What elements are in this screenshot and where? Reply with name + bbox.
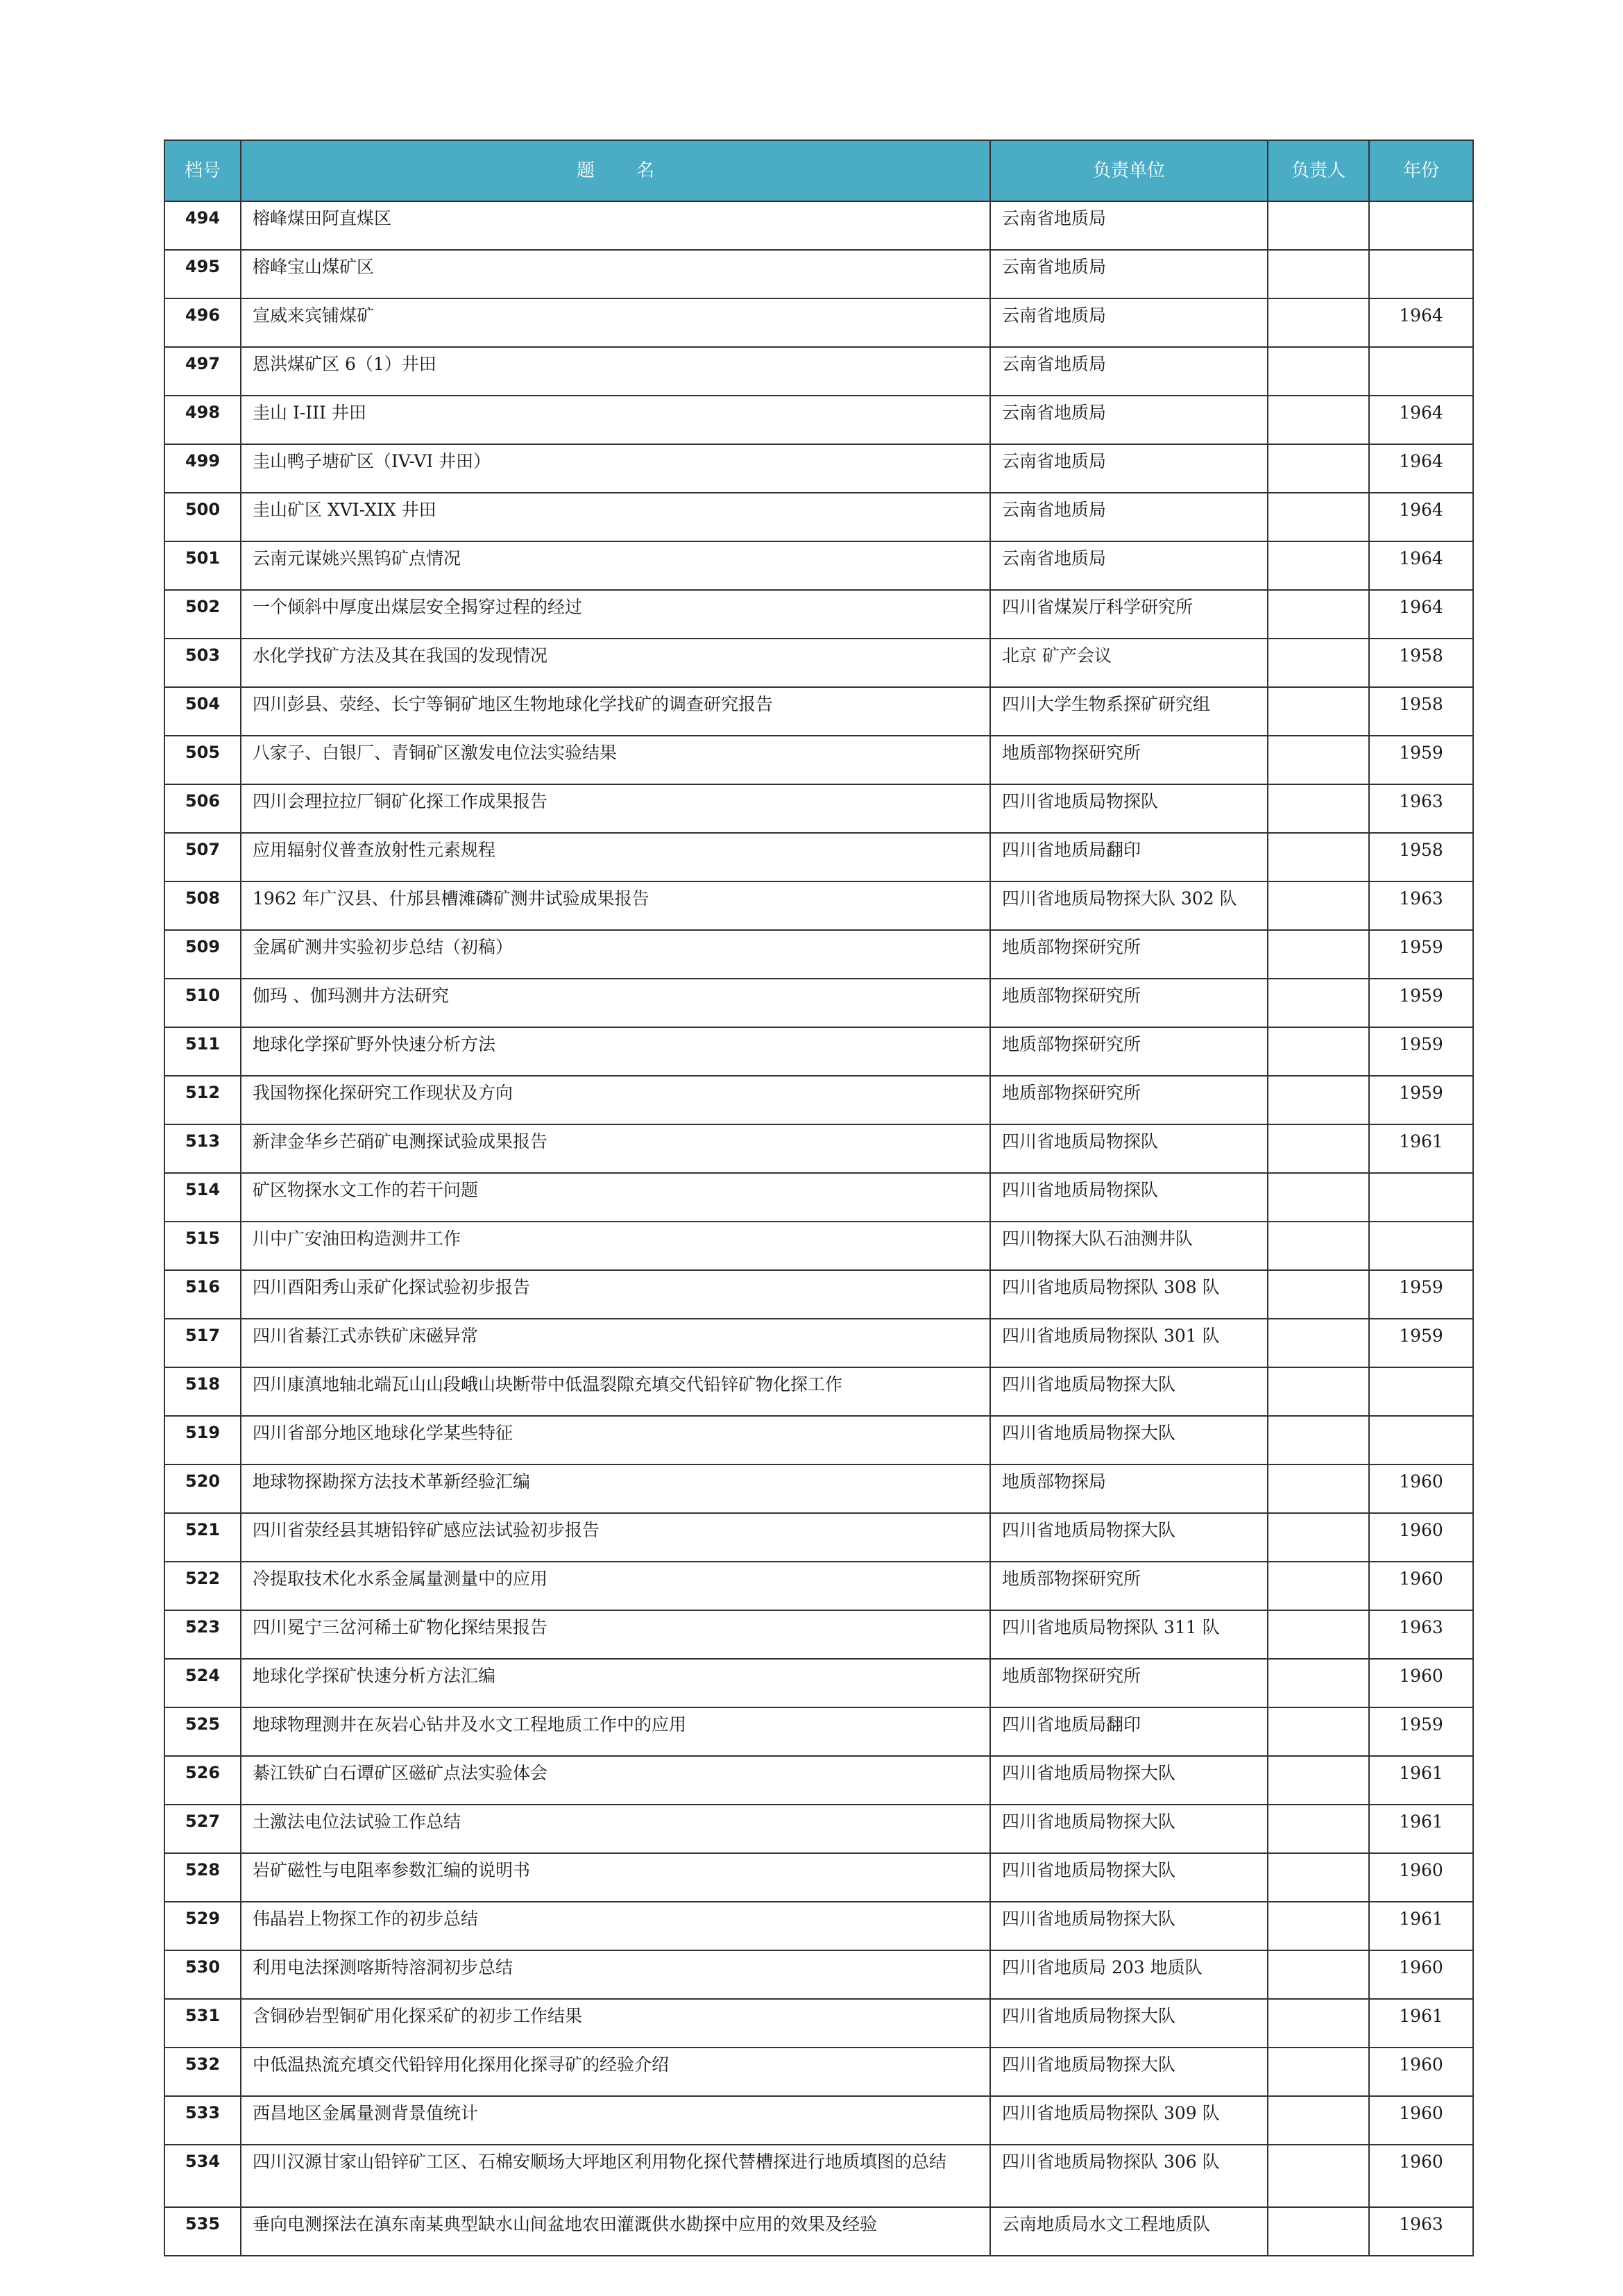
cell-person — [1268, 881, 1369, 930]
cell-id: 510 — [164, 979, 241, 1027]
cell-unit: 地质部物探研究所 — [990, 930, 1268, 979]
cell-unit: 地质部物探局 — [990, 1464, 1268, 1513]
cell-id: 512 — [164, 1076, 241, 1124]
cell-id: 527 — [164, 1805, 241, 1853]
cell-id: 528 — [164, 1853, 241, 1902]
table-row — [164, 1513, 1473, 1562]
cell-id: 508 — [164, 881, 241, 930]
cell-year: 1961 — [1369, 1999, 1473, 2048]
cell-title: 含铜砂岩型铜矿用化探采矿的初步工作结果 — [241, 1999, 990, 2048]
cell-unit: 四川省地质局物探大队 — [990, 2048, 1268, 2096]
table-row — [164, 784, 1473, 833]
cell-id: 511 — [164, 1027, 241, 1076]
cell-unit: 地质部物探研究所 — [990, 1659, 1268, 1707]
cell-year: 1959 — [1369, 979, 1473, 1027]
cell-title: 地球物探勘探方法技术革新经验汇编 — [241, 1464, 990, 1513]
table-row — [164, 1999, 1473, 2048]
cell-year: 1959 — [1369, 1707, 1473, 1756]
table-row — [164, 881, 1473, 930]
cell-title: 四川冕宁三岔河稀土矿物化探结果报告 — [241, 1610, 990, 1659]
cell-title: 圭山矿区 XVI-XIX 井田 — [241, 493, 990, 541]
cell-title: 榕峰宝山煤矿区 — [241, 250, 990, 298]
cell-title: 地球化学探矿快速分析方法汇编 — [241, 1659, 990, 1707]
cell-year: 1961 — [1369, 1124, 1473, 1173]
cell-title: 四川康滇地轴北端瓦山山段峨山块断带中低温裂隙充填交代铅锌矿物化探工作 — [241, 1367, 990, 1416]
cell-person — [1268, 1173, 1369, 1222]
cell-unit: 云南省地质局 — [990, 444, 1268, 493]
table-row — [164, 979, 1473, 1027]
cell-id: 503 — [164, 639, 241, 687]
cell-id: 518 — [164, 1367, 241, 1416]
cell-title: 四川省綦江式赤铁矿床磁异常 — [241, 1319, 990, 1367]
cell-title: 冷提取技术化水系金属量测量中的应用 — [241, 1562, 990, 1610]
header-year: 年份 — [1369, 140, 1473, 201]
cell-year: 1959 — [1369, 930, 1473, 979]
table-row — [164, 396, 1473, 444]
cell-title: 岩矿磁性与电阻率参数汇编的说明书 — [241, 1853, 990, 1902]
table-row — [164, 687, 1473, 736]
cell-id: 520 — [164, 1464, 241, 1513]
table-row — [164, 930, 1473, 979]
cell-year: 1960 — [1369, 2048, 1473, 2096]
cell-unit: 云南省地质局 — [990, 347, 1268, 396]
cell-year: 1958 — [1369, 833, 1473, 881]
cell-title: 云南元谋姚兴黑钨矿点情况 — [241, 541, 990, 590]
cell-id: 509 — [164, 930, 241, 979]
cell-unit: 云南地质局水文工程地质队 — [990, 2207, 1268, 2256]
cell-year: 1964 — [1369, 541, 1473, 590]
table-row — [164, 1756, 1473, 1805]
cell-person — [1268, 541, 1369, 590]
header-unit: 负责单位 — [990, 140, 1268, 201]
cell-title: 四川会理拉拉厂铜矿化探工作成果报告 — [241, 784, 990, 833]
cell-unit: 地质部物探研究所 — [990, 1076, 1268, 1124]
cell-id: 526 — [164, 1756, 241, 1805]
cell-unit: 地质部物探研究所 — [990, 736, 1268, 784]
table-row — [164, 1562, 1473, 1610]
cell-id: 534 — [164, 2145, 241, 2207]
cell-unit: 四川省地质局物探大队 — [990, 1805, 1268, 1853]
cell-person — [1268, 1367, 1369, 1416]
cell-unit: 云南省地质局 — [990, 250, 1268, 298]
cell-title: 四川彭县、荥经、长宁等铜矿地区生物地球化学找矿的调查研究报告 — [241, 687, 990, 736]
cell-year: 1961 — [1369, 1805, 1473, 1853]
table-row — [164, 1902, 1473, 1950]
table-row — [164, 2145, 1473, 2207]
cell-person — [1268, 1076, 1369, 1124]
cell-person — [1268, 1027, 1369, 1076]
cell-year: 1964 — [1369, 493, 1473, 541]
cell-unit: 四川物探大队石油测井队 — [990, 1222, 1268, 1270]
cell-year — [1369, 1222, 1473, 1270]
cell-year: 1961 — [1369, 1756, 1473, 1805]
cell-unit: 四川省地质局物探队 — [990, 1124, 1268, 1173]
cell-person — [1268, 1999, 1369, 2048]
table-row — [164, 1805, 1473, 1853]
cell-title: 我国物探化探研究工作现状及方向 — [241, 1076, 990, 1124]
cell-person — [1268, 1562, 1369, 1610]
table-row — [164, 2048, 1473, 2096]
cell-year — [1369, 347, 1473, 396]
cell-person — [1268, 833, 1369, 881]
cell-id: 532 — [164, 2048, 241, 2096]
cell-unit: 云南省地质局 — [990, 541, 1268, 590]
cell-id: 505 — [164, 736, 241, 784]
header-id: 档号 — [164, 140, 241, 201]
cell-title: 矿区物探水文工作的若干问题 — [241, 1173, 990, 1222]
cell-year: 1963 — [1369, 881, 1473, 930]
cell-unit: 四川省地质局物探大队 — [990, 1902, 1268, 1950]
cell-unit: 四川省地质局物探队 309 队 — [990, 2096, 1268, 2145]
cell-year: 1960 — [1369, 1464, 1473, 1513]
cell-year: 1960 — [1369, 1853, 1473, 1902]
header-title — [241, 140, 990, 201]
cell-title: 伟晶岩上物探工作的初步总结 — [241, 1902, 990, 1950]
table-row — [164, 493, 1473, 541]
header-row — [164, 140, 1473, 201]
cell-person — [1268, 1853, 1369, 1902]
cell-year: 1958 — [1369, 687, 1473, 736]
cell-person — [1268, 1805, 1369, 1853]
cell-title: 圭山 I-III 井田 — [241, 396, 990, 444]
cell-title: 宣威来宾铺煤矿 — [241, 298, 990, 347]
table-row — [164, 1659, 1473, 1707]
cell-unit: 四川省地质局物探大队 — [990, 1513, 1268, 1562]
cell-title: 四川省荥经县其塘铅锌矿感应法试验初步报告 — [241, 1513, 990, 1562]
table-row — [164, 1610, 1473, 1659]
table-row — [164, 444, 1473, 493]
cell-id: 517 — [164, 1319, 241, 1367]
cell-id: 495 — [164, 250, 241, 298]
header-title-left: 题 — [576, 160, 595, 181]
cell-id: 531 — [164, 1999, 241, 2048]
cell-person — [1268, 1756, 1369, 1805]
cell-unit: 云南省地质局 — [990, 298, 1268, 347]
cell-unit: 云南省地质局 — [990, 493, 1268, 541]
cell-unit: 云南省地质局 — [990, 396, 1268, 444]
cell-id: 514 — [164, 1173, 241, 1222]
cell-id: 523 — [164, 1610, 241, 1659]
table-row — [164, 1707, 1473, 1756]
cell-year: 1959 — [1369, 1319, 1473, 1367]
cell-id: 507 — [164, 833, 241, 881]
cell-person — [1268, 1513, 1369, 1562]
cell-id: 500 — [164, 493, 241, 541]
cell-id: 496 — [164, 298, 241, 347]
cell-person — [1268, 1950, 1369, 1999]
cell-year: 1959 — [1369, 1027, 1473, 1076]
cell-title: 中低温热流充填交代铅锌用化探用化探寻矿的经验介绍 — [241, 2048, 990, 2096]
cell-year: 1964 — [1369, 444, 1473, 493]
cell-unit: 四川省地质局物探大队 — [990, 1416, 1268, 1464]
cell-year: 1961 — [1369, 1902, 1473, 1950]
cell-person — [1268, 1659, 1369, 1707]
cell-id: 513 — [164, 1124, 241, 1173]
cell-person — [1268, 2048, 1369, 2096]
cell-id: 524 — [164, 1659, 241, 1707]
cell-unit: 四川大学生物系探矿研究组 — [990, 687, 1268, 736]
cell-unit: 四川省地质局物探大队 — [990, 1367, 1268, 1416]
cell-person — [1268, 1707, 1369, 1756]
cell-year: 1960 — [1369, 2145, 1473, 2207]
cell-person — [1268, 1464, 1369, 1513]
cell-person — [1268, 1124, 1369, 1173]
cell-unit: 四川省地质局物探队 — [990, 1173, 1268, 1222]
cell-person — [1268, 201, 1369, 250]
cell-title: 四川汉源甘家山铅锌矿工区、石棉安顺场大坪地区利用物化探代替槽探进行地质填图的总结 — [241, 2145, 990, 2207]
cell-title: 綦江铁矿白石谭矿区磁矿点法实验体会 — [241, 1756, 990, 1805]
cell-person — [1268, 1902, 1369, 1950]
cell-year: 1963 — [1369, 784, 1473, 833]
cell-year: 1960 — [1369, 2096, 1473, 2145]
cell-unit: 四川省地质局物探队 308 队 — [990, 1270, 1268, 1319]
cell-year: 1959 — [1369, 736, 1473, 784]
table-row — [164, 2096, 1473, 2145]
cell-person — [1268, 979, 1369, 1027]
table-row — [164, 1853, 1473, 1902]
table-row — [164, 1464, 1473, 1513]
table-row — [164, 590, 1473, 639]
cell-id: 494 — [164, 201, 241, 250]
cell-unit: 四川省地质局物探队 306 队 — [990, 2145, 1268, 2207]
cell-id: 522 — [164, 1562, 241, 1610]
header-person: 负责人 — [1268, 140, 1369, 201]
cell-unit: 四川省地质局物探大队 — [990, 1853, 1268, 1902]
cell-id: 521 — [164, 1513, 241, 1562]
cell-title: 四川酉阳秀山汞矿化探试验初步报告 — [241, 1270, 990, 1319]
cell-year: 1960 — [1369, 1950, 1473, 1999]
cell-title: 应用辐射仪普查放射性元素规程 — [241, 833, 990, 881]
cell-title: 圭山鸭子塘矿区（IV-VI 井田） — [241, 444, 990, 493]
cell-unit: 四川省地质局翻印 — [990, 1707, 1268, 1756]
cell-person — [1268, 444, 1369, 493]
table-body — [164, 201, 1473, 2256]
cell-year: 1963 — [1369, 2207, 1473, 2256]
cell-year — [1369, 201, 1473, 250]
cell-unit: 四川省地质局物探大队 — [990, 1999, 1268, 2048]
table-row — [164, 1416, 1473, 1464]
cell-person — [1268, 1319, 1369, 1367]
cell-unit: 四川省地质局物探队 301 队 — [990, 1319, 1268, 1367]
cell-person — [1268, 1416, 1369, 1464]
table-header — [164, 140, 1473, 201]
cell-title: 一个倾斜中厚度出煤层安全揭穿过程的经过 — [241, 590, 990, 639]
table-row — [164, 1950, 1473, 1999]
cell-person — [1268, 590, 1369, 639]
cell-year: 1963 — [1369, 1610, 1473, 1659]
table-row — [164, 1076, 1473, 1124]
cell-year — [1369, 250, 1473, 298]
cell-id: 506 — [164, 784, 241, 833]
cell-person — [1268, 784, 1369, 833]
table-row — [164, 298, 1473, 347]
cell-year: 1960 — [1369, 1562, 1473, 1610]
table-row — [164, 201, 1473, 250]
cell-id: 498 — [164, 396, 241, 444]
cell-unit: 四川省地质局翻印 — [990, 833, 1268, 881]
cell-id: 501 — [164, 541, 241, 590]
cell-year: 1960 — [1369, 1513, 1473, 1562]
table-row — [164, 1124, 1473, 1173]
cell-id: 519 — [164, 1416, 241, 1464]
cell-id: 502 — [164, 590, 241, 639]
cell-unit: 地质部物探研究所 — [990, 979, 1268, 1027]
table-row — [164, 1270, 1473, 1319]
cell-person — [1268, 736, 1369, 784]
cell-unit: 地质部物探研究所 — [990, 1027, 1268, 1076]
header-title-right: 名 — [636, 160, 655, 181]
cell-year — [1369, 1416, 1473, 1464]
cell-person — [1268, 493, 1369, 541]
cell-title: 1962 年广汉县、什邡县槽滩磷矿测井试验成果报告 — [241, 881, 990, 930]
cell-id: 529 — [164, 1902, 241, 1950]
cell-year: 1959 — [1369, 1270, 1473, 1319]
cell-year — [1369, 1367, 1473, 1416]
cell-person — [1268, 1270, 1369, 1319]
table-row — [164, 736, 1473, 784]
cell-unit: 云南省地质局 — [990, 201, 1268, 250]
cell-id: 504 — [164, 687, 241, 736]
cell-person — [1268, 347, 1369, 396]
cell-unit: 地质部物探研究所 — [990, 1562, 1268, 1610]
cell-year: 1958 — [1369, 639, 1473, 687]
table-row — [164, 1173, 1473, 1222]
table-row — [164, 541, 1473, 590]
cell-title: 地球化学探矿野外快速分析方法 — [241, 1027, 990, 1076]
cell-person — [1268, 250, 1369, 298]
cell-id: 533 — [164, 2096, 241, 2145]
cell-title: 水化学找矿方法及其在我国的发现情况 — [241, 639, 990, 687]
table-row — [164, 250, 1473, 298]
cell-title: 四川省部分地区地球化学某些特征 — [241, 1416, 990, 1464]
cell-year: 1964 — [1369, 396, 1473, 444]
cell-id: 530 — [164, 1950, 241, 1999]
cell-unit: 四川省地质局物探大队 — [990, 1756, 1268, 1805]
cell-id: 525 — [164, 1707, 241, 1756]
cell-year: 1960 — [1369, 1659, 1473, 1707]
cell-title: 土激法电位法试验工作总结 — [241, 1805, 990, 1853]
cell-person — [1268, 1610, 1369, 1659]
cell-person — [1268, 1222, 1369, 1270]
table-row — [164, 639, 1473, 687]
table-row — [164, 1319, 1473, 1367]
table-row — [164, 1367, 1473, 1416]
cell-year — [1369, 1173, 1473, 1222]
cell-id: 515 — [164, 1222, 241, 1270]
cell-title: 川中广安油田构造测井工作 — [241, 1222, 990, 1270]
archive-table — [164, 140, 1474, 2256]
cell-year: 1964 — [1369, 590, 1473, 639]
cell-unit: 四川省地质局物探队 — [990, 784, 1268, 833]
table-row — [164, 1027, 1473, 1076]
cell-year: 1964 — [1369, 298, 1473, 347]
cell-person — [1268, 930, 1369, 979]
table-row — [164, 833, 1473, 881]
cell-id: 497 — [164, 347, 241, 396]
cell-unit: 北京 矿产会议 — [990, 639, 1268, 687]
cell-person — [1268, 639, 1369, 687]
cell-title: 恩洪煤矿区 6（1）井田 — [241, 347, 990, 396]
cell-unit: 四川省地质局物探大队 302 队 — [990, 881, 1268, 930]
cell-id: 535 — [164, 2207, 241, 2256]
cell-id: 499 — [164, 444, 241, 493]
cell-title: 地球物理测井在灰岩心钻井及水文工程地质工作中的应用 — [241, 1707, 990, 1756]
cell-person — [1268, 2145, 1369, 2207]
cell-person — [1268, 396, 1369, 444]
cell-person — [1268, 687, 1369, 736]
cell-title: 八家子、白银厂、青铜矿区激发电位法实验结果 — [241, 736, 990, 784]
cell-title: 垂向电测探法在滇东南某典型缺水山间盆地农田灌溉供水勘探中应用的效果及经验 — [241, 2207, 990, 2256]
table-row — [164, 347, 1473, 396]
cell-id: 516 — [164, 1270, 241, 1319]
cell-unit: 四川省地质局物探队 311 队 — [990, 1610, 1268, 1659]
cell-person — [1268, 2207, 1369, 2256]
cell-person — [1268, 2096, 1369, 2145]
cell-title: 利用电法探测喀斯特溶洞初步总结 — [241, 1950, 990, 1999]
cell-person — [1268, 298, 1369, 347]
cell-title: 伽玛 、伽玛测井方法研究 — [241, 979, 990, 1027]
cell-year: 1959 — [1369, 1076, 1473, 1124]
table-row — [164, 2207, 1473, 2256]
table-row — [164, 1222, 1473, 1270]
cell-unit: 四川省煤炭厅科学研究所 — [990, 590, 1268, 639]
cell-unit: 四川省地质局 203 地质队 — [990, 1950, 1268, 1999]
cell-title: 榕峰煤田阿直煤区 — [241, 201, 990, 250]
cell-title: 金属矿测井实验初步总结（初稿） — [241, 930, 990, 979]
cell-title: 西昌地区金属量测背景值统计 — [241, 2096, 990, 2145]
cell-title: 新津金华乡芒硝矿电测探试验成果报告 — [241, 1124, 990, 1173]
